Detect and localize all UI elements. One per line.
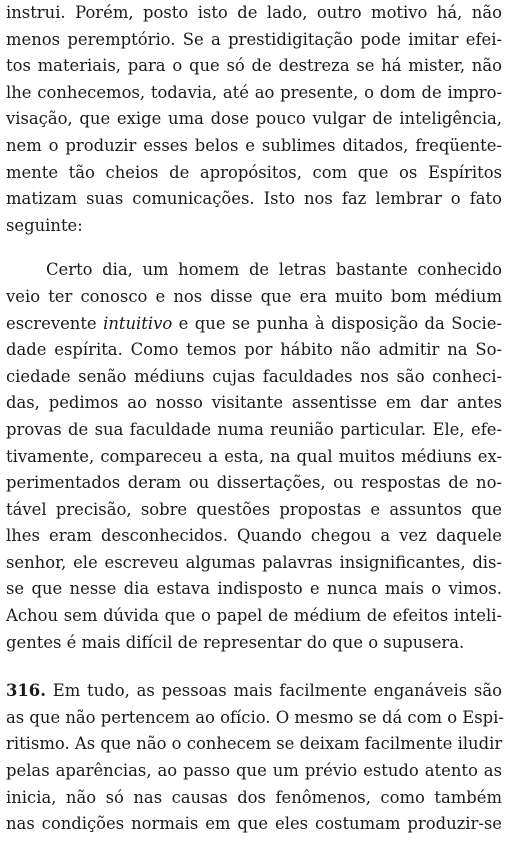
- text-line: instrui. Porém, posto isto de lado, outro motivo há, não: [6, 3, 502, 22]
- text-line: nas condições normais em que eles costumam produzir-se: [6, 814, 502, 834]
- text-line: lhes eram desconhecidos. Quando chegou a vez daquele: [6, 526, 502, 546]
- text-line: Certo dia, um homem de letras bastante conhecido: [46, 260, 502, 280]
- text-line-with-number: [6, 678, 502, 705]
- text-line: seguinte:: [6, 215, 83, 235]
- paragraph-3: [6, 678, 502, 838]
- document-page: [6, 0, 502, 838]
- text-run: Em tudo, as pessoas mais facilmente enganáveis são: [45, 681, 502, 701]
- text-line: inicia, não só nas causas dos fenômenos, como também: [6, 787, 502, 807]
- paragraph-spacer: [6, 656, 502, 678]
- text-line: lhe conhecemos, todavia, até ao presente, o dom de impro-: [6, 82, 502, 102]
- text-line: ciedade senão médiuns cujas faculdades nos são conheci-: [6, 366, 502, 386]
- text-line: veio ter conosco e nos disse que era muito bom médium: [6, 286, 502, 306]
- paragraph-2: [6, 257, 502, 656]
- text-line: perimentados deram ou dissertações, ou respostas de no-: [6, 473, 502, 493]
- item-number: 316.: [6, 681, 46, 701]
- text-run: e que se punha à disposição da Socie-: [172, 313, 502, 333]
- text-line: tável precisão, sobre questões propostas e assuntos que: [6, 499, 502, 519]
- text-line: nem o produzir esses belos e sublimes ditados, freqüente-: [6, 135, 502, 155]
- text-line: dade espírita. Como temos por hábito não admitir na So-: [6, 340, 502, 360]
- text-line: Achou sem dúvida que o papel de médium de efeitos inteli-: [6, 606, 502, 626]
- text-line: tivamente, compareceu a esta, na qual muitos médiuns ex-: [6, 446, 502, 466]
- text-run: escrevente: [6, 313, 104, 333]
- text-line: mente tão cheios de apropósitos, com que os Espíritos: [6, 162, 502, 182]
- text-line: provas de sua faculdade numa reunião particular. Ele, efe-: [6, 419, 502, 439]
- text-line: visação, que exige uma dose pouco vulgar de inteligência,: [6, 109, 502, 129]
- text-line: senhor, ele escreveu algumas palavras insignificantes, dis-: [6, 552, 502, 572]
- text-line: das, pedimos ao nosso visitante assentisse em dar antes: [6, 393, 502, 413]
- italic-term: intuitivo: [103, 313, 173, 333]
- paragraph-1: [6, 0, 502, 239]
- text-line: ritismo. As que não o conhecem se deixam facilmente iludir: [6, 734, 503, 754]
- paragraph-spacer: [6, 239, 502, 257]
- text-line: menos peremptório. Se a prestidigitação pode imitar efei-: [6, 29, 502, 49]
- text-line-with-italic: [6, 311, 502, 338]
- text-line: se que nesse dia estava indisposto e nunca mais o vimos.: [6, 579, 502, 599]
- text-line: gentes é mais difícil de representar do que o supusera.: [6, 632, 465, 652]
- text-line: pelas aparências, ao passo que um prévio estudo atento as: [6, 761, 502, 781]
- text-line: as que não pertencem ao ofício. O mesmo se dá com o Espi-: [6, 707, 504, 727]
- text-line: tos materiais, para o que só de destreza se há mister, não: [6, 56, 502, 76]
- text-line: matizam suas comunicações. Isto nos faz lembrar o fato: [6, 189, 502, 209]
